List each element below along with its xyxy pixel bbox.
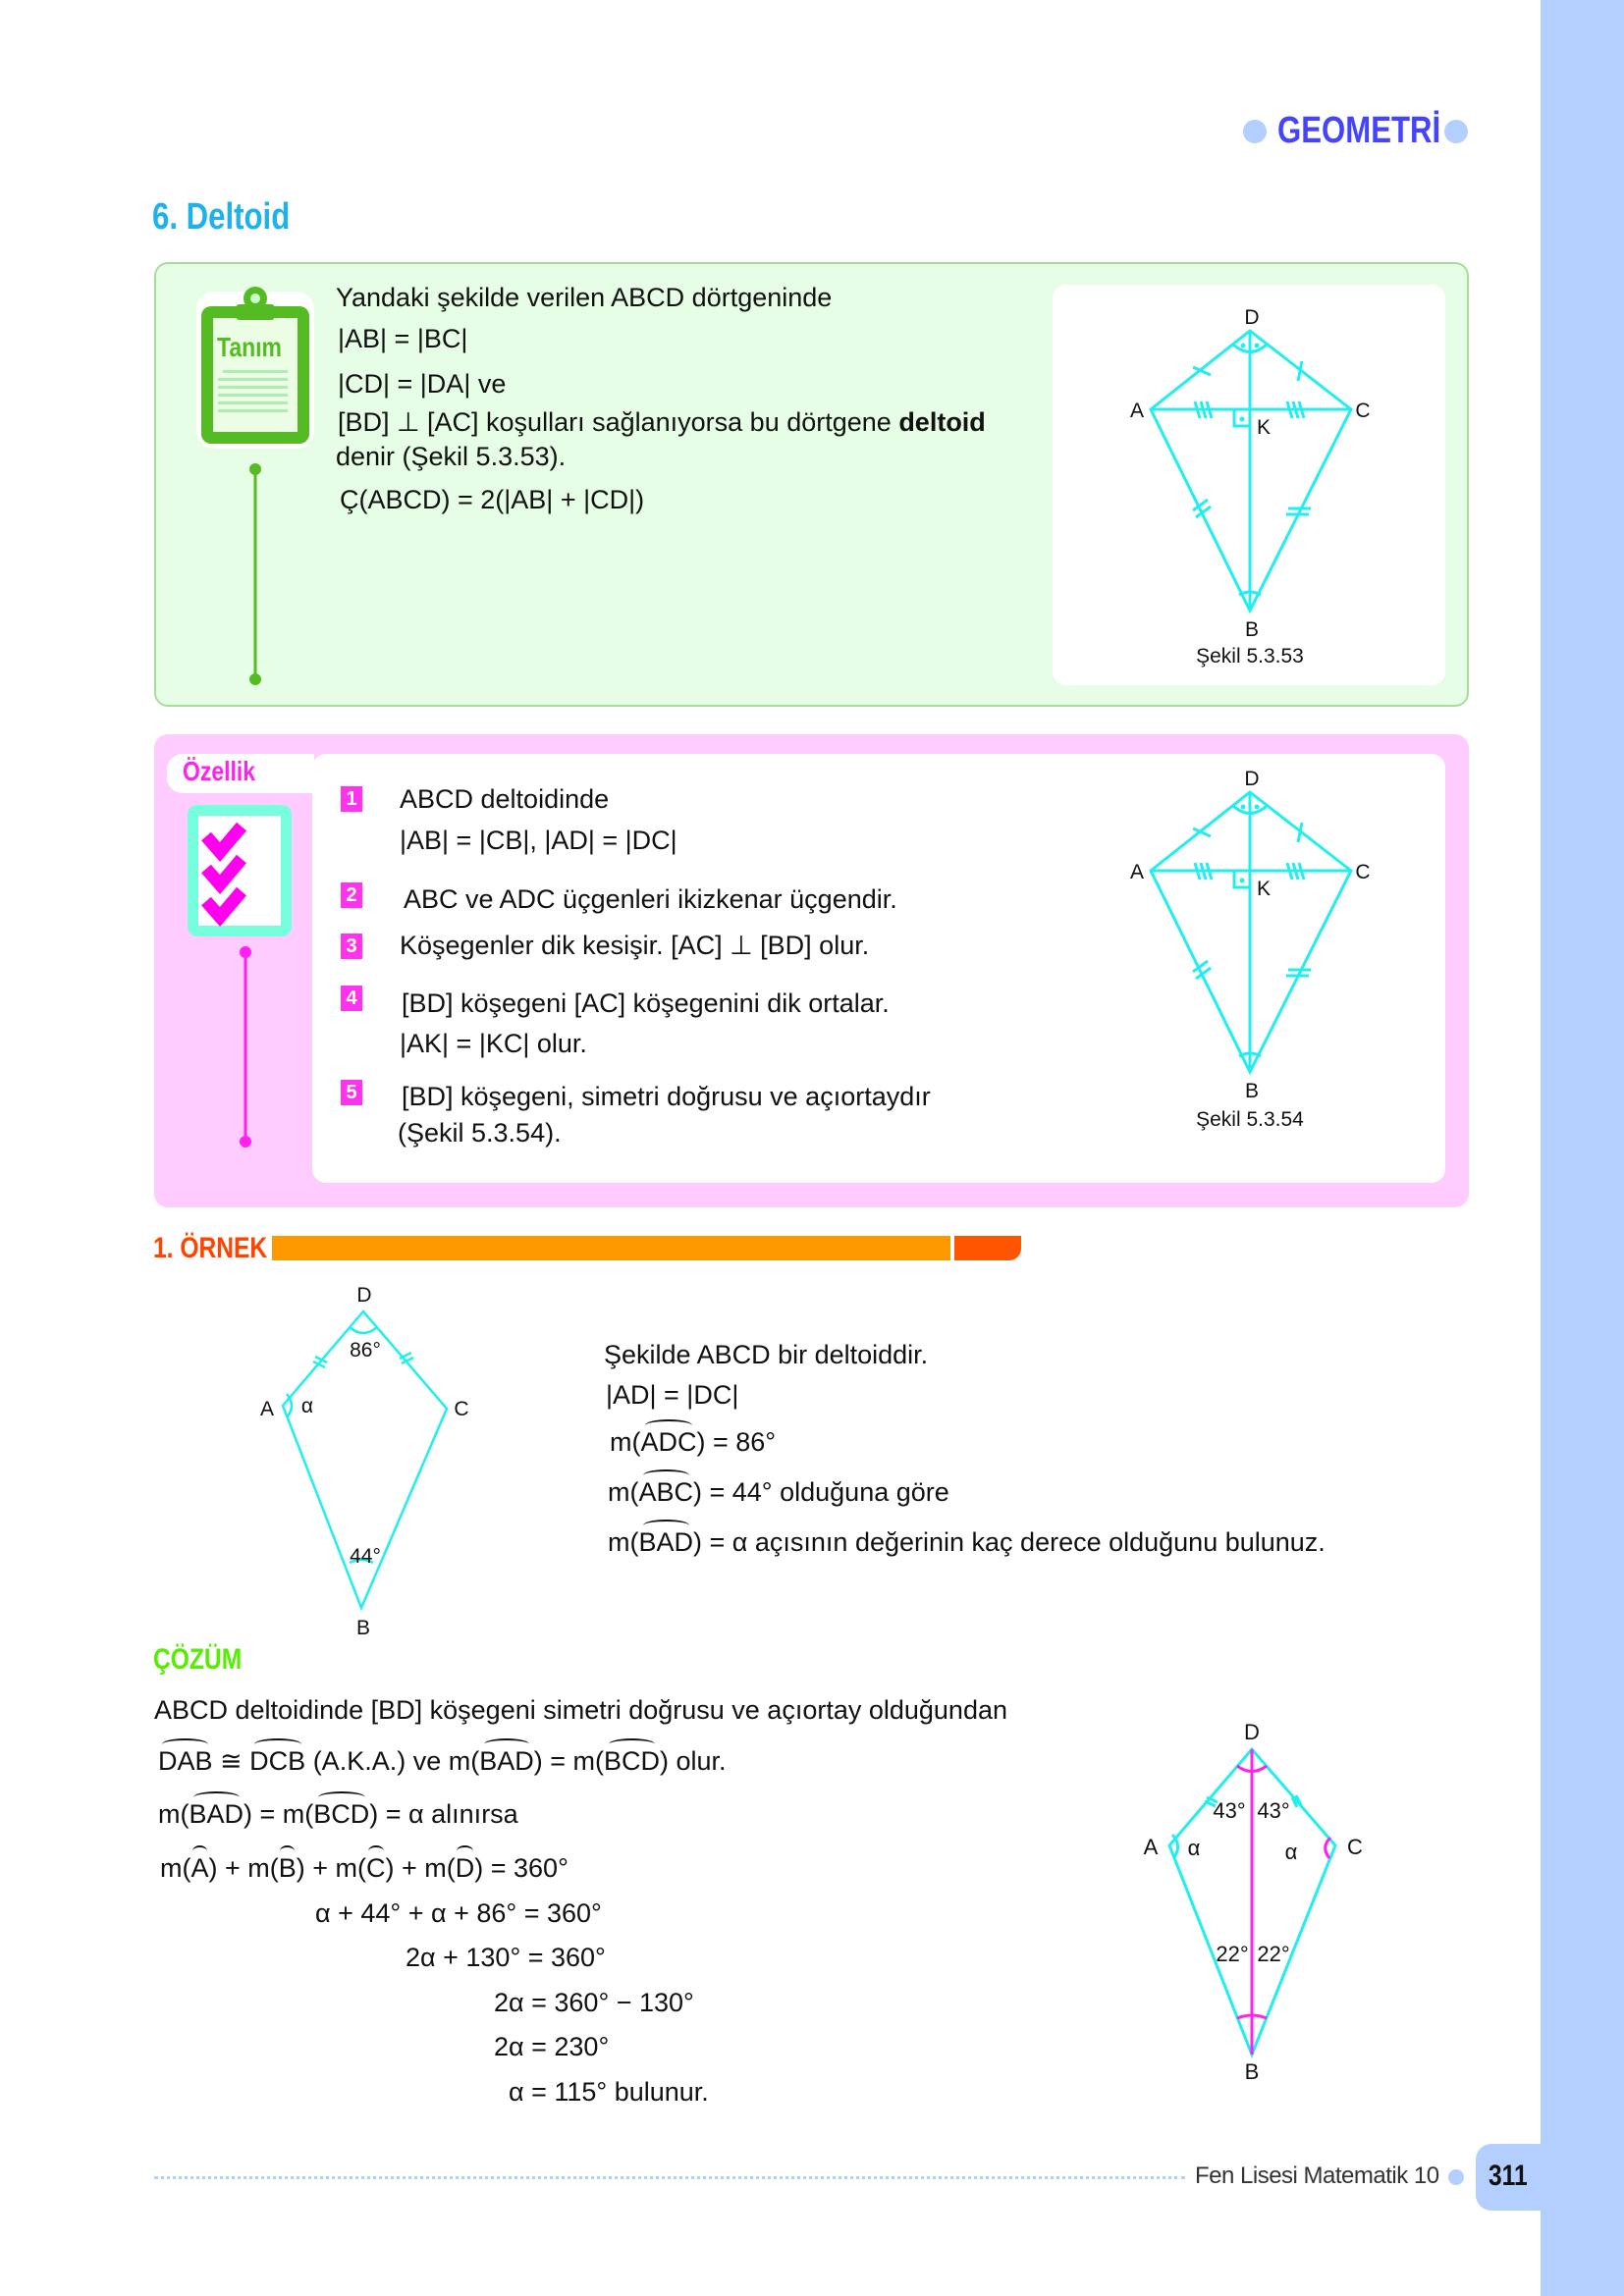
page-number: 311	[1489, 2160, 1528, 2192]
footer-book-title: Fen Lisesi Matematik 10	[1195, 2163, 1439, 2189]
vertex-label-d: D	[1244, 1720, 1260, 1744]
angle-a-label: α	[1187, 1836, 1201, 1860]
property-item: [BD] köşegeni [AC] köşegenini dik ortalar.	[402, 988, 890, 1018]
angle-b-left-label: 22°	[1216, 1942, 1249, 1966]
deltoid-term: deltoid	[898, 407, 986, 437]
angle-a-label: α	[300, 1395, 314, 1417]
property-item: |AB| = |CB|, |AD| = |DC|	[400, 826, 677, 855]
example-line: m(BAD) = α açısının değerinin kaç derece olduğunu bulunuz.	[608, 1527, 1326, 1557]
page-title: 6. Deltoid	[152, 196, 291, 238]
section-header: GEOMETRİ	[1277, 110, 1441, 151]
property-item: ABCD deltoidinde	[400, 784, 610, 814]
footer-rule	[154, 2176, 1185, 2179]
example-line: m(ABC) = 44° olduğuna göre	[608, 1477, 949, 1507]
figure-caption: Şekil 5.3.53	[1196, 645, 1304, 667]
definition-line: Yandaki şekilde verilen ABCD dörtgeninde	[336, 283, 833, 312]
solution-step: 2α = 230°	[494, 2032, 610, 2061]
solution-line: m(BAD) = m(BCD) = α alınırsa	[158, 1799, 518, 1829]
vertex-label-d: D	[1244, 306, 1260, 329]
vertex-label-a: A	[1129, 861, 1145, 883]
vertex-label-b: B	[355, 1617, 371, 1639]
vertex-label-b: B	[1244, 1080, 1260, 1102]
example-line: |AD| = |DC|	[606, 1380, 739, 1410]
solution-step: 2α + 130° = 360°	[406, 1943, 606, 1972]
footer-dot	[1448, 2169, 1464, 2185]
vertex-label-c: C	[1355, 861, 1371, 883]
definition-line: denir (Şekil 5.3.53).	[336, 442, 567, 471]
property-item: (Şekil 5.3.54).	[398, 1118, 562, 1148]
definition-tag: Tanım	[217, 332, 282, 362]
definition-line: |AB| = |BC|	[338, 324, 468, 353]
property-number: 5	[341, 1080, 362, 1105]
solution-line: m(A) + m(B) + m(C) + m(D) = 360°	[160, 1853, 568, 1883]
angle-d-left-label: 43°	[1213, 1798, 1246, 1823]
definition-line: |CD| = |DA| ve	[338, 369, 507, 399]
solution-result: α = 115° bulunur.	[509, 2077, 709, 2107]
solution-step: 2α = 360° − 130°	[494, 1988, 694, 2017]
vertex-label-d: D	[1244, 768, 1260, 790]
vertex-label-k: K	[1256, 416, 1272, 439]
example-title: 1. ÖRNEK	[153, 1232, 268, 1264]
vertex-label-b: B	[1244, 2059, 1260, 2084]
vertex-label-d: D	[356, 1284, 372, 1307]
vertex-label-c: C	[1355, 400, 1371, 422]
angle-d-right-label: 43°	[1257, 1798, 1290, 1823]
figure-caption: Şekil 5.3.54	[1196, 1108, 1304, 1131]
definition-line: [BD] ⊥ [AC] koşulları sağlanıyorsa bu dörtgene deltoid	[338, 407, 986, 437]
solution-line: DAB ≅ DCB (A.K.A.) ve m(BAD) = m(BCD) olur.	[158, 1746, 727, 1776]
property-number: 3	[341, 934, 362, 959]
property-tag: Özellik	[183, 756, 256, 786]
vertex-label-b: B	[1244, 618, 1260, 641]
property-item: ABC ve ADC üçgenleri ikizkenar üçgendir.	[404, 884, 897, 914]
vertex-label-a: A	[1129, 400, 1145, 422]
vertex-label-c: C	[1347, 1835, 1363, 1859]
property-item: [BD] köşegeni, simetri doğrusu ve açıortaydır	[402, 1082, 931, 1111]
example-line: Şekilde ABCD bir deltoiddir.	[604, 1340, 929, 1369]
perimeter-formula: Ç(ABCD) = 2(|AB| + |CD|)	[340, 485, 645, 514]
vertex-label-a: A	[259, 1398, 275, 1420]
vertex-label-a: A	[1143, 1835, 1159, 1859]
property-number: 4	[341, 986, 362, 1011]
solution-title: ÇÖZÜM	[153, 1643, 243, 1676]
angle-d-label: 86°	[350, 1339, 381, 1362]
angle-b-right-label: 22°	[1257, 1942, 1290, 1966]
property-number: 1	[341, 786, 362, 812]
solution-step: α + 44° + α + 86° = 360°	[315, 1898, 602, 1928]
property-item: Köşegenler dik kesişir. [AC] ⊥ [BD] olur.	[400, 931, 870, 960]
angle-c-label: α	[1284, 1840, 1298, 1864]
example-line: m(ADC) = 86°	[610, 1427, 777, 1457]
solution-line: ABCD deltoidinde [BD] köşegeni simetri doğrusu ve açıortay olduğundan	[154, 1695, 1007, 1725]
vertex-label-c: C	[454, 1398, 469, 1420]
property-item: |AK| = |KC| olur.	[400, 1029, 587, 1058]
angle-b-label: 44°	[350, 1545, 381, 1568]
vertex-label-k: K	[1256, 878, 1272, 900]
property-number: 2	[341, 882, 362, 908]
